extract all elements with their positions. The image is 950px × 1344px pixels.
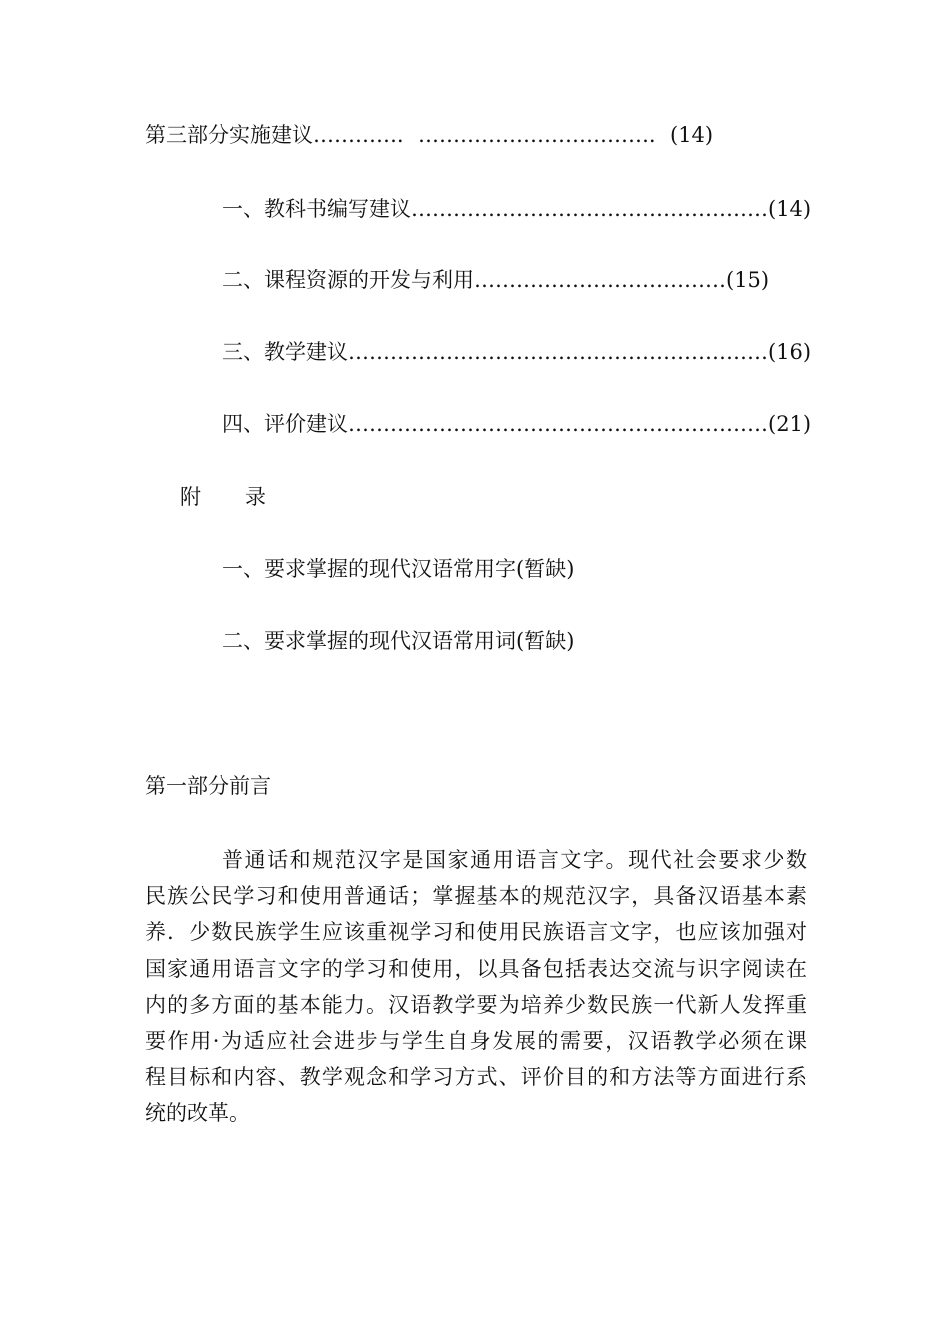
- paragraph-line: 程目标和内容、教学观念和学习方式、评价目的和方法等方面进行系: [145, 1065, 807, 1090]
- appendix-char-2: 录: [245, 485, 266, 509]
- paragraph-line: 统的改革。: [145, 1101, 250, 1126]
- paragraph-line: 普通话和规范汉字是国家通用语言文字。现代社会要求少数: [222, 848, 807, 872]
- appendix-char-1: 附: [180, 485, 201, 509]
- appendix-heading: [180, 483, 266, 511]
- appendix-item-characters: 一、要求掌握的现代汉语常用字(暂缺): [222, 557, 575, 581]
- preface-paragraph: [145, 842, 807, 1132]
- toc-item-resources: 二、课程资源的开发与利用………………………………(15): [222, 268, 770, 292]
- section-title: 第一部分前言: [145, 774, 271, 798]
- paragraph-line: 国家通用语言文字的学习和使用，以具备包括表达交流与识字阅读在: [145, 956, 807, 981]
- toc-item-textbook: 一、教科书编写建议……………………………………………(14): [222, 197, 812, 221]
- toc-part3-entry: 第三部分实施建议…………．……………………………．(14): [145, 123, 714, 147]
- paragraph-line: 民族公民学习和使用普通话；掌握基本的规范汉字，具备汉语基本素: [145, 884, 807, 909]
- toc-item-teaching: 三、教学建议……………………………………………………(16): [222, 340, 812, 364]
- paragraph-line: 内的多方面的基本能力。汉语教学要为培养少数民族一代新人发挥重: [145, 992, 807, 1017]
- paragraph-line: 要作用·为适应社会进步与学生自身发展的需要，汉语教学必须在课: [145, 1029, 807, 1054]
- appendix-item-words: 二、要求掌握的现代汉语常用词(暂缺): [222, 629, 575, 653]
- paragraph-line: 养．少数民族学生应该重视学习和使用民族语言文字，也应该加强对: [145, 920, 807, 945]
- toc-item-evaluation: 四、评价建议……………………………………………………(21): [222, 412, 812, 436]
